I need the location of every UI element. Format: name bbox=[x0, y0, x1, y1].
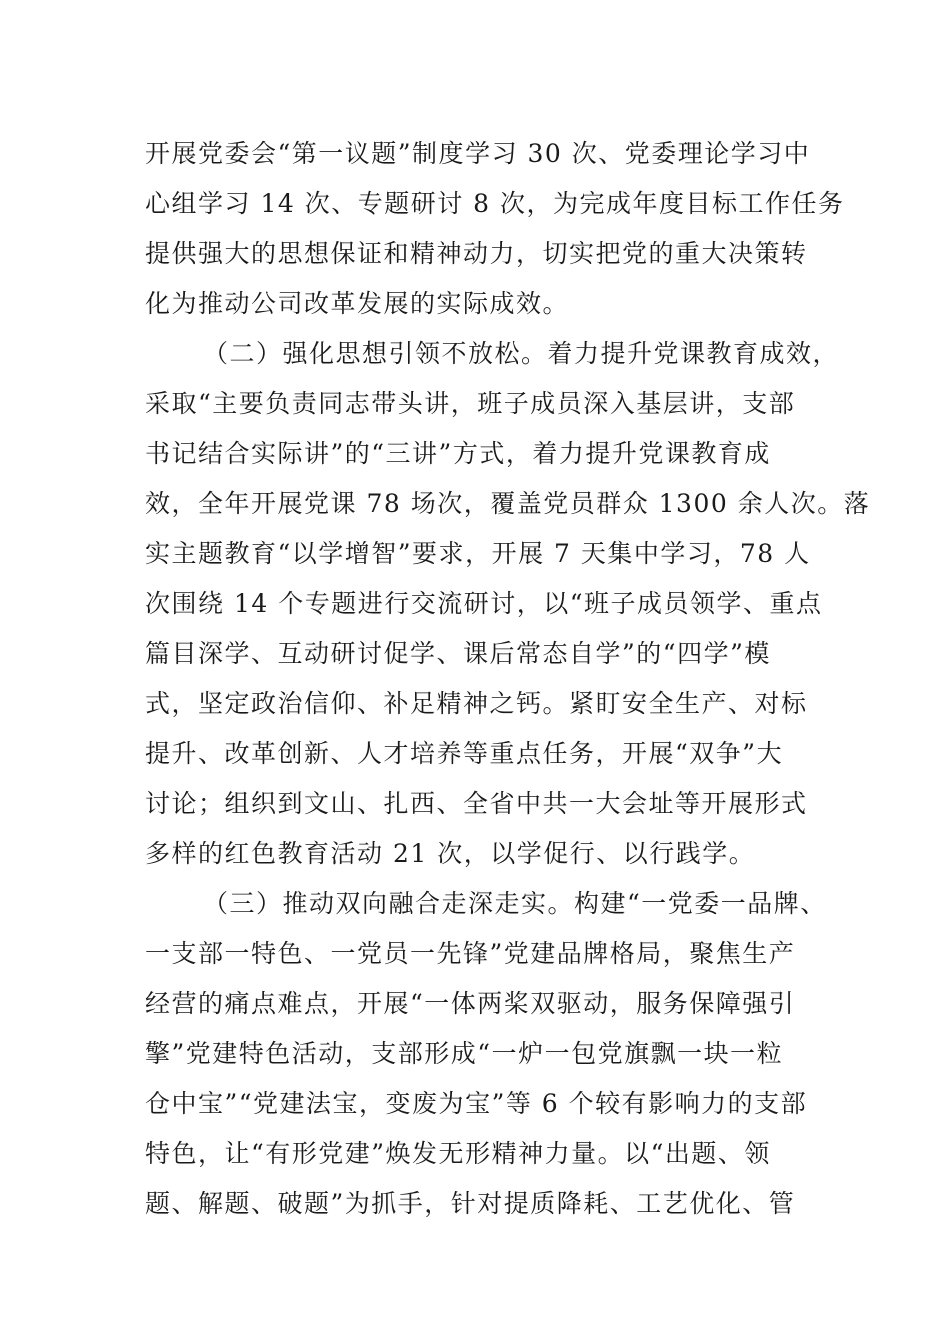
text-line: 化为推动公司改革发展的实际成效。 bbox=[145, 289, 570, 318]
section-heading-line: （二）强化思想引领不放松。着力提升党课教育成效， bbox=[203, 339, 840, 368]
text-line: 次围绕 14 个专题进行交流研讨，以“班子成员领学、重点 bbox=[145, 589, 823, 618]
text-line: 书记结合实际讲”的“三讲”方式，着力提升党课教育成 bbox=[145, 439, 771, 468]
text-line: 提升、改革创新、人才培养等重点任务，开展“双争”大 bbox=[145, 739, 784, 768]
text-line: 讨论；组织到文山、扎西、全省中共一大会址等开展形式 bbox=[145, 789, 808, 818]
text-line: 采取“主要负责同志带头讲，班子成员深入基层讲，支部 bbox=[145, 389, 796, 418]
text-line: 篇目深学、互动研讨促学、课后常态自学”的“四学”模 bbox=[145, 639, 771, 668]
text-line: 一支部一特色、一党员一先锋”党建品牌格局，聚焦生产 bbox=[145, 939, 796, 968]
text-line: 开展党委会“第一议题”制度学习 30 次、党委理论学习中 bbox=[145, 139, 811, 168]
text-line: 式，坚定政治信仰、补足精神之钙。紧盯安全生产、对标 bbox=[145, 689, 808, 718]
text-line: 擎”党建特色活动，支部形成“一炉一包党旗飘一块一粒 bbox=[145, 1039, 784, 1068]
section-heading-line: （三）推动双向融合走深走实。构建“一党委一品牌、 bbox=[203, 889, 827, 918]
text-line: 经营的痛点难点，开展“一体两桨双驱动，服务保障强引 bbox=[145, 989, 796, 1018]
text-line: 实主题教育“以学增智”要求，开展 7 天集中学习，78 人 bbox=[145, 539, 811, 568]
text-line: 效，全年开展党课 78 场次，覆盖党员群众 1300 余人次。落 bbox=[145, 489, 871, 518]
text-line: 提供强大的思想保证和精神动力，切实把党的重大决策转 bbox=[145, 239, 808, 268]
text-line: 多样的红色教育活动 21 次，以学促行、以行践学。 bbox=[145, 839, 756, 868]
text-line: 心组学习 14 次、专题研讨 8 次，为完成年度目标工作任务 bbox=[145, 189, 845, 218]
text-line: 仓中宝”“党建法宝，变废为宝”等 6 个较有影响力的支部 bbox=[145, 1089, 808, 1118]
text-line: 特色，让“有形党建”焕发无形精神力量。以“出题、领 bbox=[145, 1139, 771, 1168]
text-line: 题、解题、破题”为抓手，针对提质降耗、工艺优化、管 bbox=[145, 1189, 796, 1218]
